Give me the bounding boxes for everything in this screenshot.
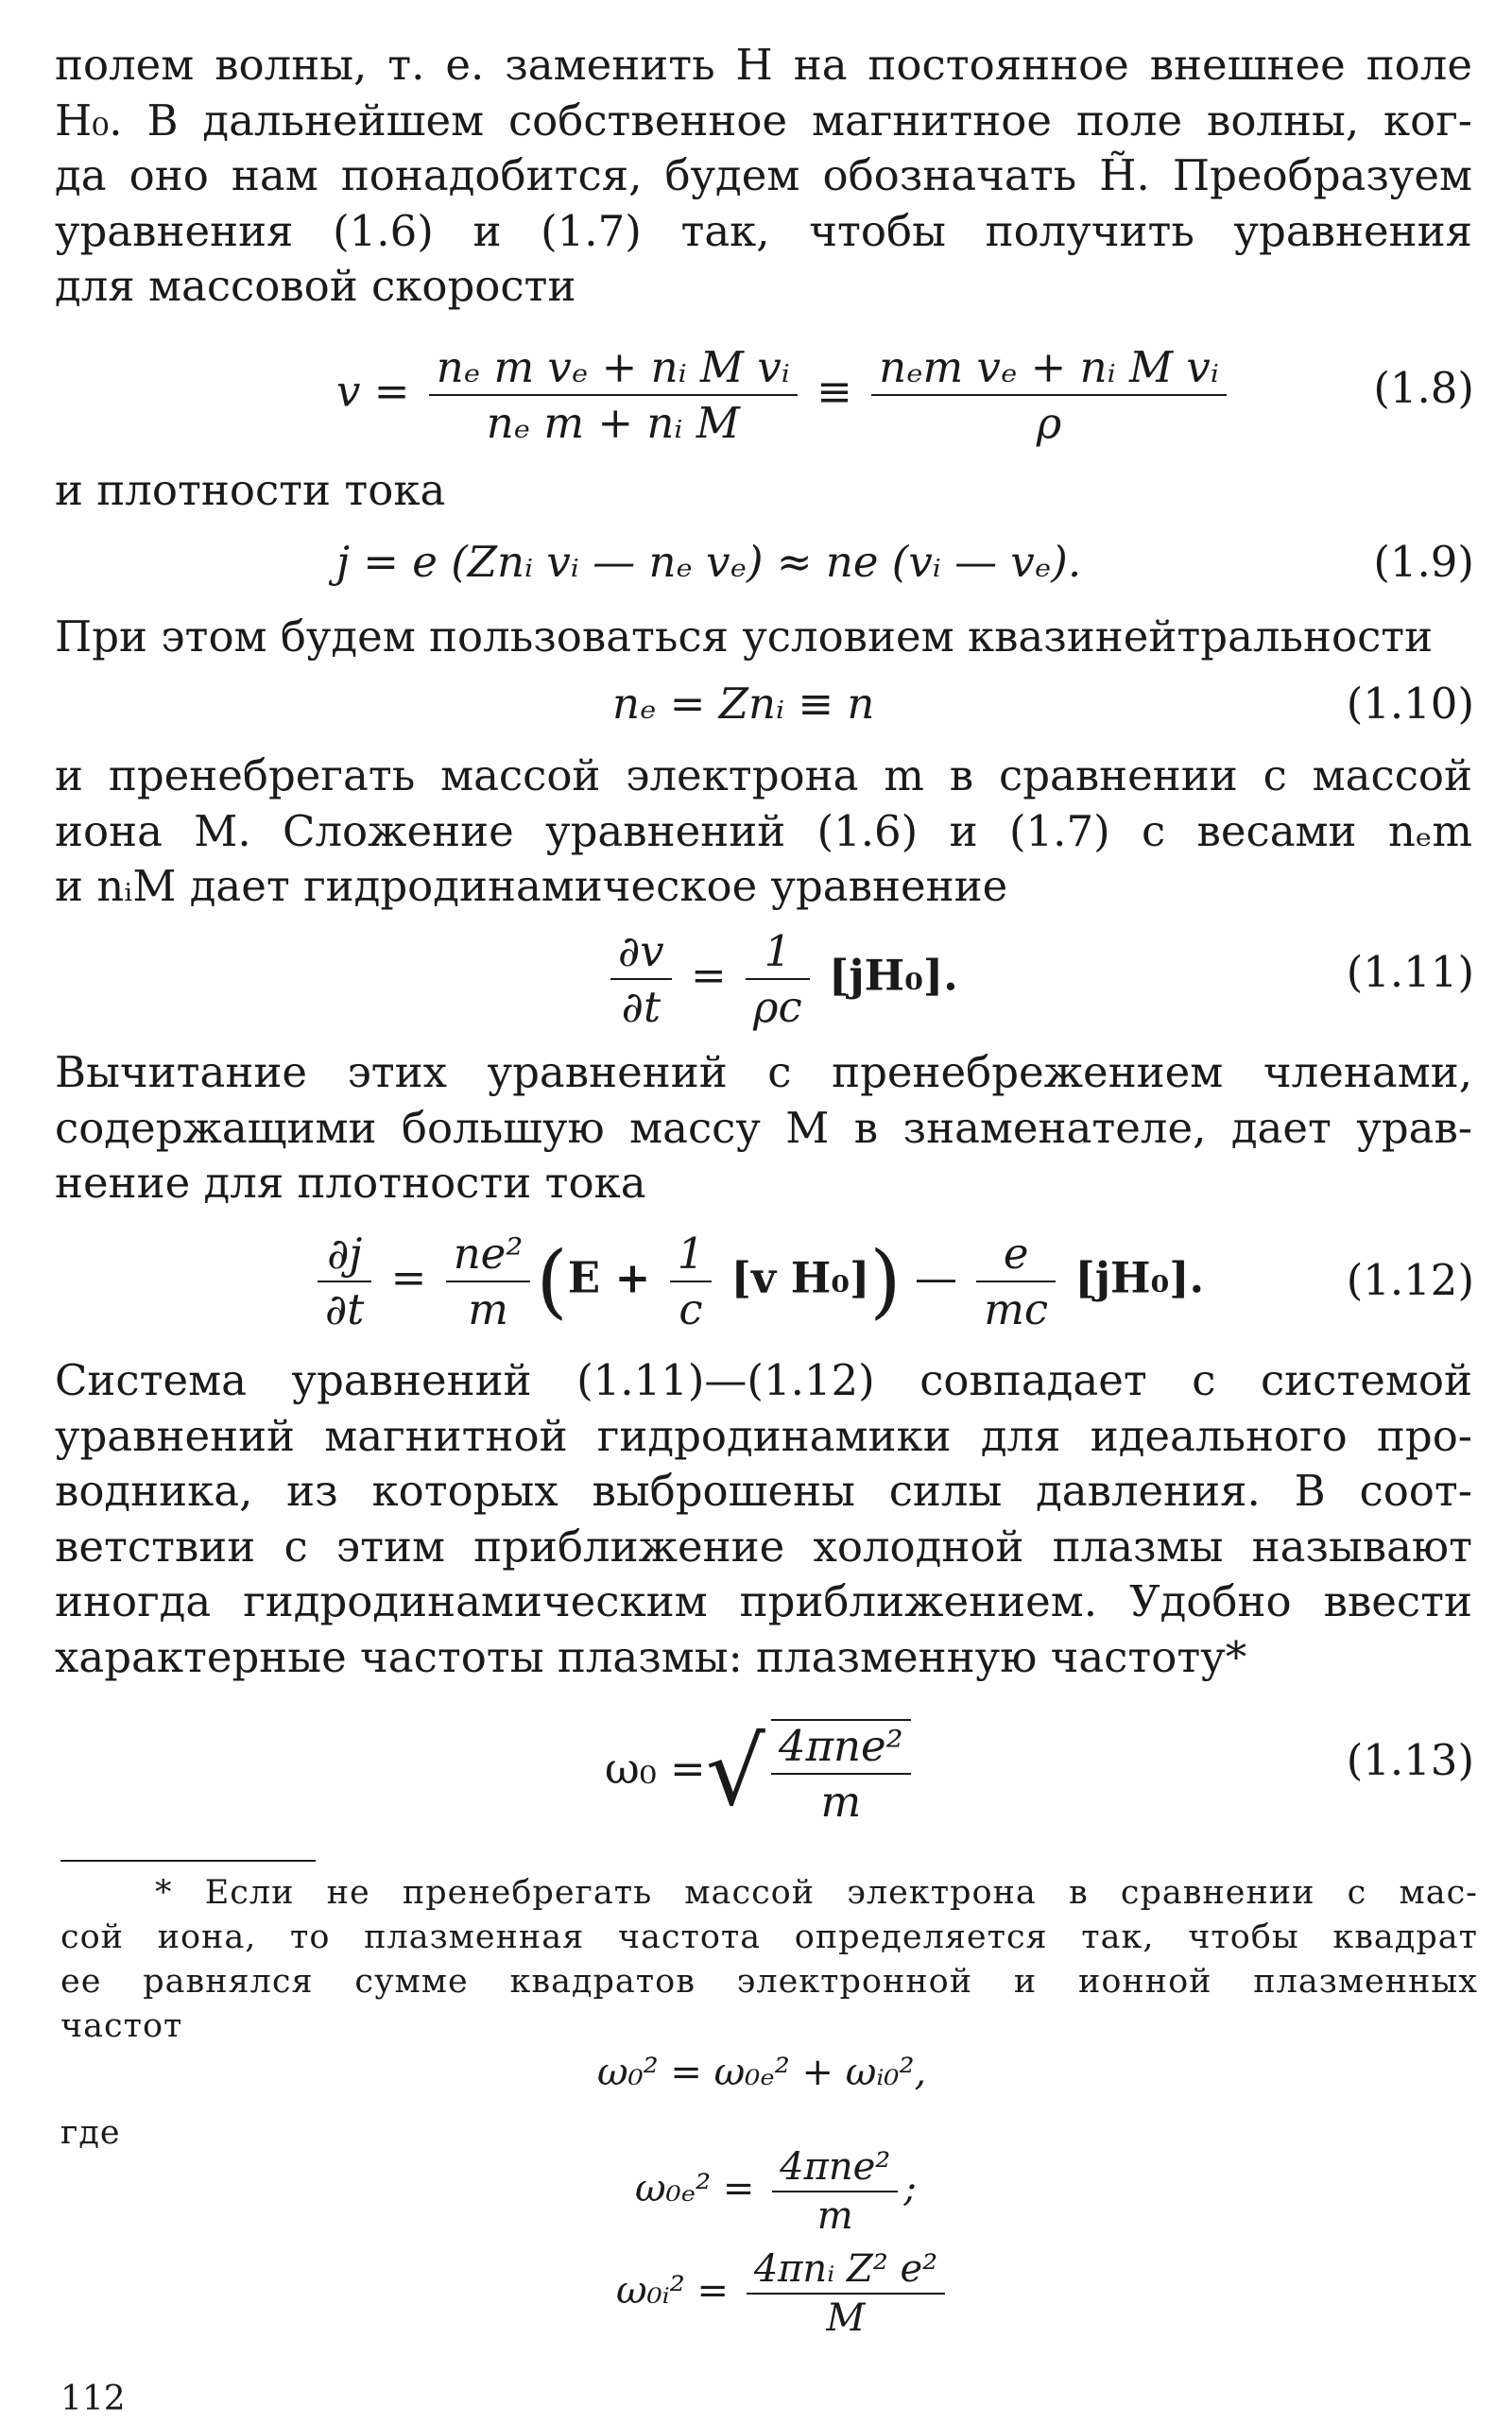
- text-line: уравнения (1.6) и (1.7) так, чтобы получить уравнения: [55, 205, 1472, 256]
- footnote: [60, 1871, 1478, 2049]
- footnote-line: * Если не пренебрегать массой электрона в сравнении с мас-: [155, 1874, 1478, 1912]
- footnote-divider: [60, 1860, 316, 1862]
- text-line: Вычитание этих уравнений с пренебрежением членами,: [55, 1047, 1472, 1097]
- paragraph-subtraction: [55, 1045, 1472, 1212]
- footnote-where: где: [60, 2114, 121, 2152]
- text-line: иногда гидродинамическим приближением. Удобно ввести: [55, 1576, 1472, 1626]
- footnote-line: сой иона, то плазменная частота определяется так, чтобы квадрат: [60, 1918, 1478, 1956]
- equation-1-9: j = e (Znᵢ vᵢ — nₑ vₑ) ≈ ne (vᵢ — vₑ). (1.9): [336, 537, 1474, 587]
- equation-1-13: ω₀ =√ $\frac{\text{4πne²}}{m}$ (1.13): [605, 1718, 1474, 1827]
- paragraph-system: [55, 1353, 1472, 1685]
- footnote-line: частот: [60, 2007, 183, 2045]
- text-line: да оно нам понадобится, будем обозначать H̃. Преобразуем: [55, 150, 1472, 200]
- text-line: уравнений магнитной гидродинамики для идеального про-: [55, 1410, 1472, 1461]
- equation-1-8: v = $\frac{\text{nₑ m vₑ + nᵢ M vᵢ}}{\text{nₑ m + nᵢ M}}$ ≡ $\frac{\text{nₑm vₑ + nᵢ M vᵢ}}{\rho}$ (1.8): [336, 342, 1474, 448]
- equation-label: (1.11): [1346, 947, 1474, 997]
- text-line: полем волны, т. е. заменить H на постоянное внешнее поле: [55, 40, 1472, 90]
- footnote-equation-ion: ω₀ᵢ² = $\frac{\text{4πnᵢ Z² e²}}{M}$: [616, 2247, 951, 2340]
- text-line: содержащими большую массу M в знаменателе, дает урав-: [55, 1102, 1472, 1153]
- footnote-line: ее равнялся сумме квадратов электронной и ионной плазменных: [60, 1963, 1478, 2001]
- text-line: характерные частоты плазмы: плазменную частоту*: [55, 1631, 1247, 1682]
- text-line: и nᵢM дает гидродинамическое уравнение: [55, 861, 1008, 911]
- text-line: водника, из которых выброшены силы давления. В соот-: [55, 1466, 1472, 1516]
- text-line: ветствии с этим приближение холодной плазмы называют: [55, 1521, 1472, 1572]
- text-line: Система уравнений (1.11)—(1.12) совпадает с системой: [55, 1355, 1472, 1405]
- footnote-equation-sum: ω₀² = ω₀ₑ² + ωᵢ₀²,: [597, 2051, 927, 2094]
- equation-label: (1.13): [1346, 1735, 1474, 1785]
- text-line: для массовой скорости: [55, 261, 576, 311]
- text-line: H₀. В дальнейшем собственное магнитное поле волны, ког-: [55, 95, 1472, 146]
- footnote-equation-electron: ω₀ₑ² = $\frac{\text{4πne²}}{m}$ ;: [635, 2145, 917, 2238]
- text-quasineutrality: При этом будем пользоваться условием квазинейтральности: [55, 611, 1434, 662]
- equation-1-12: $\frac{\partial j}{\partial t}$ = $\frac{\text{ne²}}{m}$ (E + $\frac{1}{c}$ [v H₀]) — $\frac{e}{mc}$ [jH₀]. (1.12): [0, 1229, 1512, 1304]
- text-line: и пренебрегать массой электрона m в сравнении с массой: [55, 750, 1472, 800]
- text-line: нение для плотности тока: [55, 1158, 646, 1208]
- page-number: 112: [60, 2380, 126, 2418]
- equation-label: (1.9): [1373, 537, 1474, 587]
- text-current-density: и плотности тока: [55, 465, 446, 515]
- equation-label: (1.10): [1346, 679, 1474, 729]
- equation-1-11: $\frac{\partial v}{\partial t}$ = $\frac{1}{\rho c}$ [jH₀]. (1.11): [0, 926, 1512, 1002]
- paragraph-intro: [55, 38, 1472, 315]
- paragraph-mass: [55, 748, 1472, 915]
- equation-label: (1.12): [1346, 1255, 1474, 1305]
- equation-1-10: nₑ = Znᵢ ≡ n (1.10): [612, 679, 1474, 729]
- equation-label: (1.8): [1373, 363, 1474, 413]
- text-line: иона M. Сложение уравнений (1.6) и (1.7) с весами nₑm: [55, 805, 1472, 856]
